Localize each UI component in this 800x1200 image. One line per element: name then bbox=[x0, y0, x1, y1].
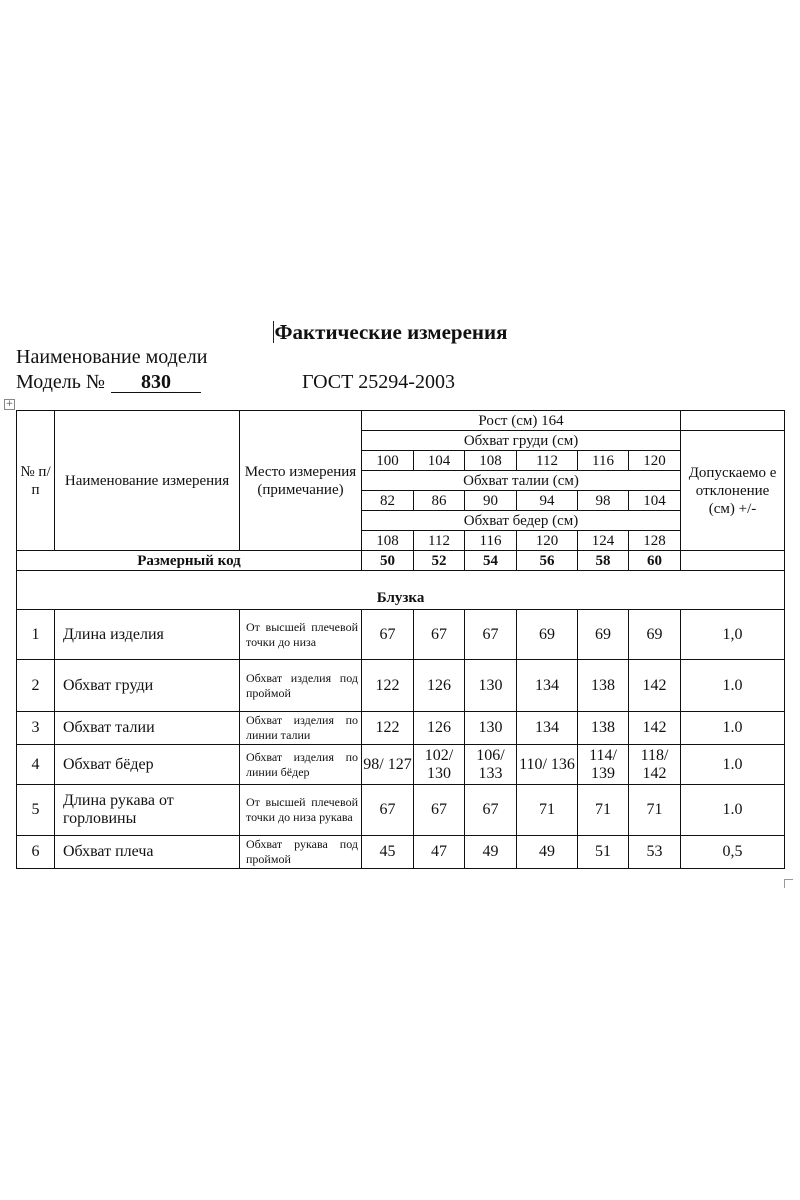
hips-value: 108 bbox=[362, 531, 414, 551]
header-waist-label: Обхват талии (см) bbox=[362, 471, 681, 491]
size-code-value: 54 bbox=[465, 551, 517, 571]
model-number-value: 830 bbox=[111, 372, 201, 393]
hips-value: 128 bbox=[629, 531, 681, 551]
size-code-blank bbox=[681, 551, 785, 571]
title-text: Фактические измерения bbox=[274, 320, 508, 344]
measurement-value: 122 bbox=[362, 660, 414, 712]
measurement-name: Обхват бёдер bbox=[55, 745, 240, 785]
waist-value: 94 bbox=[517, 491, 578, 511]
size-code-value: 60 bbox=[629, 551, 681, 571]
measurement-note: От высшей плечевой точки до низа bbox=[240, 610, 362, 660]
tolerance-value: 1.0 bbox=[681, 785, 785, 836]
measurement-value: 67 bbox=[414, 785, 465, 836]
tolerance-value: 1.0 bbox=[681, 660, 785, 712]
chest-value: 100 bbox=[362, 451, 414, 471]
header-blank-cell bbox=[681, 411, 785, 431]
model-number-label: Модель № bbox=[16, 371, 105, 393]
model-name-label: Наименование модели bbox=[16, 346, 208, 368]
measurement-value: 122 bbox=[362, 712, 414, 745]
header-hips-label: Обхват бедер (см) bbox=[362, 511, 681, 531]
hips-value: 112 bbox=[414, 531, 465, 551]
row-number: 6 bbox=[17, 836, 55, 869]
tolerance-value: 1,0 bbox=[681, 610, 785, 660]
size-code-row bbox=[17, 551, 785, 571]
measurement-value: 106/ 133 bbox=[465, 745, 517, 785]
table-row bbox=[17, 745, 785, 785]
page-corner-mark bbox=[784, 879, 793, 888]
chest-value: 120 bbox=[629, 451, 681, 471]
header-height: Рост (см) 164 bbox=[362, 411, 681, 431]
document-title bbox=[0, 320, 780, 345]
chest-value: 112 bbox=[517, 451, 578, 471]
header-chest-label: Обхват груди (см) bbox=[362, 431, 681, 451]
measurement-value: 130 bbox=[465, 712, 517, 745]
measurement-value: 47 bbox=[414, 836, 465, 869]
measurement-value: 142 bbox=[629, 712, 681, 745]
waist-value: 86 bbox=[414, 491, 465, 511]
measurement-value: 102/ 130 bbox=[414, 745, 465, 785]
measurement-value: 69 bbox=[629, 610, 681, 660]
measurement-value: 67 bbox=[362, 785, 414, 836]
measurement-name: Длина изделия bbox=[55, 610, 240, 660]
measurement-name: Обхват плеча bbox=[55, 836, 240, 869]
measurement-name: Обхват груди bbox=[55, 660, 240, 712]
measurement-value: 98/ 127 bbox=[362, 745, 414, 785]
hips-value: 120 bbox=[517, 531, 578, 551]
measurement-value: 45 bbox=[362, 836, 414, 869]
table-row bbox=[17, 610, 785, 660]
size-code-label: Размерный код bbox=[17, 551, 362, 571]
tolerance-value: 1.0 bbox=[681, 745, 785, 785]
measurement-value: 71 bbox=[578, 785, 629, 836]
measurement-note: От высшей плечевой точки до низа рукава bbox=[240, 785, 362, 836]
measurement-note: Обхват изделия под проймой bbox=[240, 660, 362, 712]
measurement-value: 126 bbox=[414, 660, 465, 712]
tolerance-value: 0,5 bbox=[681, 836, 785, 869]
size-code-value: 58 bbox=[578, 551, 629, 571]
chest-value: 108 bbox=[465, 451, 517, 471]
row-number: 2 bbox=[17, 660, 55, 712]
size-code-value: 52 bbox=[414, 551, 465, 571]
measurement-value: 134 bbox=[517, 712, 578, 745]
measurement-value: 134 bbox=[517, 660, 578, 712]
measurement-note: Обхват рукава под проймой bbox=[240, 836, 362, 869]
section-row bbox=[17, 571, 785, 610]
measurement-note: Обхват изделия по линии бёдер bbox=[240, 745, 362, 785]
measurement-value: 69 bbox=[517, 610, 578, 660]
tolerance-value: 1.0 bbox=[681, 712, 785, 745]
table-row bbox=[17, 836, 785, 869]
measurement-value: 67 bbox=[465, 610, 517, 660]
measurement-value: 67 bbox=[414, 610, 465, 660]
waist-value: 82 bbox=[362, 491, 414, 511]
model-number-line bbox=[16, 371, 201, 394]
text-cursor bbox=[273, 321, 274, 343]
measurement-value: 67 bbox=[362, 610, 414, 660]
row-number: 4 bbox=[17, 745, 55, 785]
measurement-value: 51 bbox=[578, 836, 629, 869]
header-number: № п/ п bbox=[17, 411, 55, 551]
table-move-handle-icon[interactable]: + bbox=[5, 399, 14, 409]
measurement-value: 130 bbox=[465, 660, 517, 712]
measurement-note: Обхват изделия по линии талии bbox=[240, 712, 362, 745]
measurement-value: 53 bbox=[629, 836, 681, 869]
row-number: 1 bbox=[17, 610, 55, 660]
measurements-table bbox=[16, 410, 785, 869]
chest-value: 116 bbox=[578, 451, 629, 471]
measurement-value: 126 bbox=[414, 712, 465, 745]
header-measurement-name: Наименование измерения bbox=[55, 411, 240, 551]
measurement-value: 67 bbox=[465, 785, 517, 836]
measurement-value: 138 bbox=[578, 660, 629, 712]
header-place: Место измерения (примечание) bbox=[240, 411, 362, 551]
size-code-value: 56 bbox=[517, 551, 578, 571]
measurement-name: Длина рукава от горловины bbox=[55, 785, 240, 836]
measurement-value: 114/ 139 bbox=[578, 745, 629, 785]
measurement-value: 49 bbox=[465, 836, 517, 869]
chest-value: 104 bbox=[414, 451, 465, 471]
section-title: Блузка bbox=[17, 571, 785, 610]
measurement-value: 118/ 142 bbox=[629, 745, 681, 785]
measurement-value: 110/ 136 bbox=[517, 745, 578, 785]
measurement-value: 142 bbox=[629, 660, 681, 712]
waist-value: 104 bbox=[629, 491, 681, 511]
size-code-value: 50 bbox=[362, 551, 414, 571]
gost-standard: ГОСТ 25294-2003 bbox=[302, 371, 455, 393]
row-number: 5 bbox=[17, 785, 55, 836]
hips-value: 116 bbox=[465, 531, 517, 551]
measurement-value: 138 bbox=[578, 712, 629, 745]
waist-value: 90 bbox=[465, 491, 517, 511]
measurement-name: Обхват талии bbox=[55, 712, 240, 745]
table-row bbox=[17, 712, 785, 745]
waist-value: 98 bbox=[578, 491, 629, 511]
measurement-value: 71 bbox=[517, 785, 578, 836]
header-tolerance: Допускаемо е отклонение (см) +/- bbox=[681, 431, 785, 551]
measurement-value: 49 bbox=[517, 836, 578, 869]
table-row bbox=[17, 660, 785, 712]
measurement-value: 69 bbox=[578, 610, 629, 660]
table-row bbox=[17, 785, 785, 836]
hips-value: 124 bbox=[578, 531, 629, 551]
measurement-value: 71 bbox=[629, 785, 681, 836]
row-number: 3 bbox=[17, 712, 55, 745]
